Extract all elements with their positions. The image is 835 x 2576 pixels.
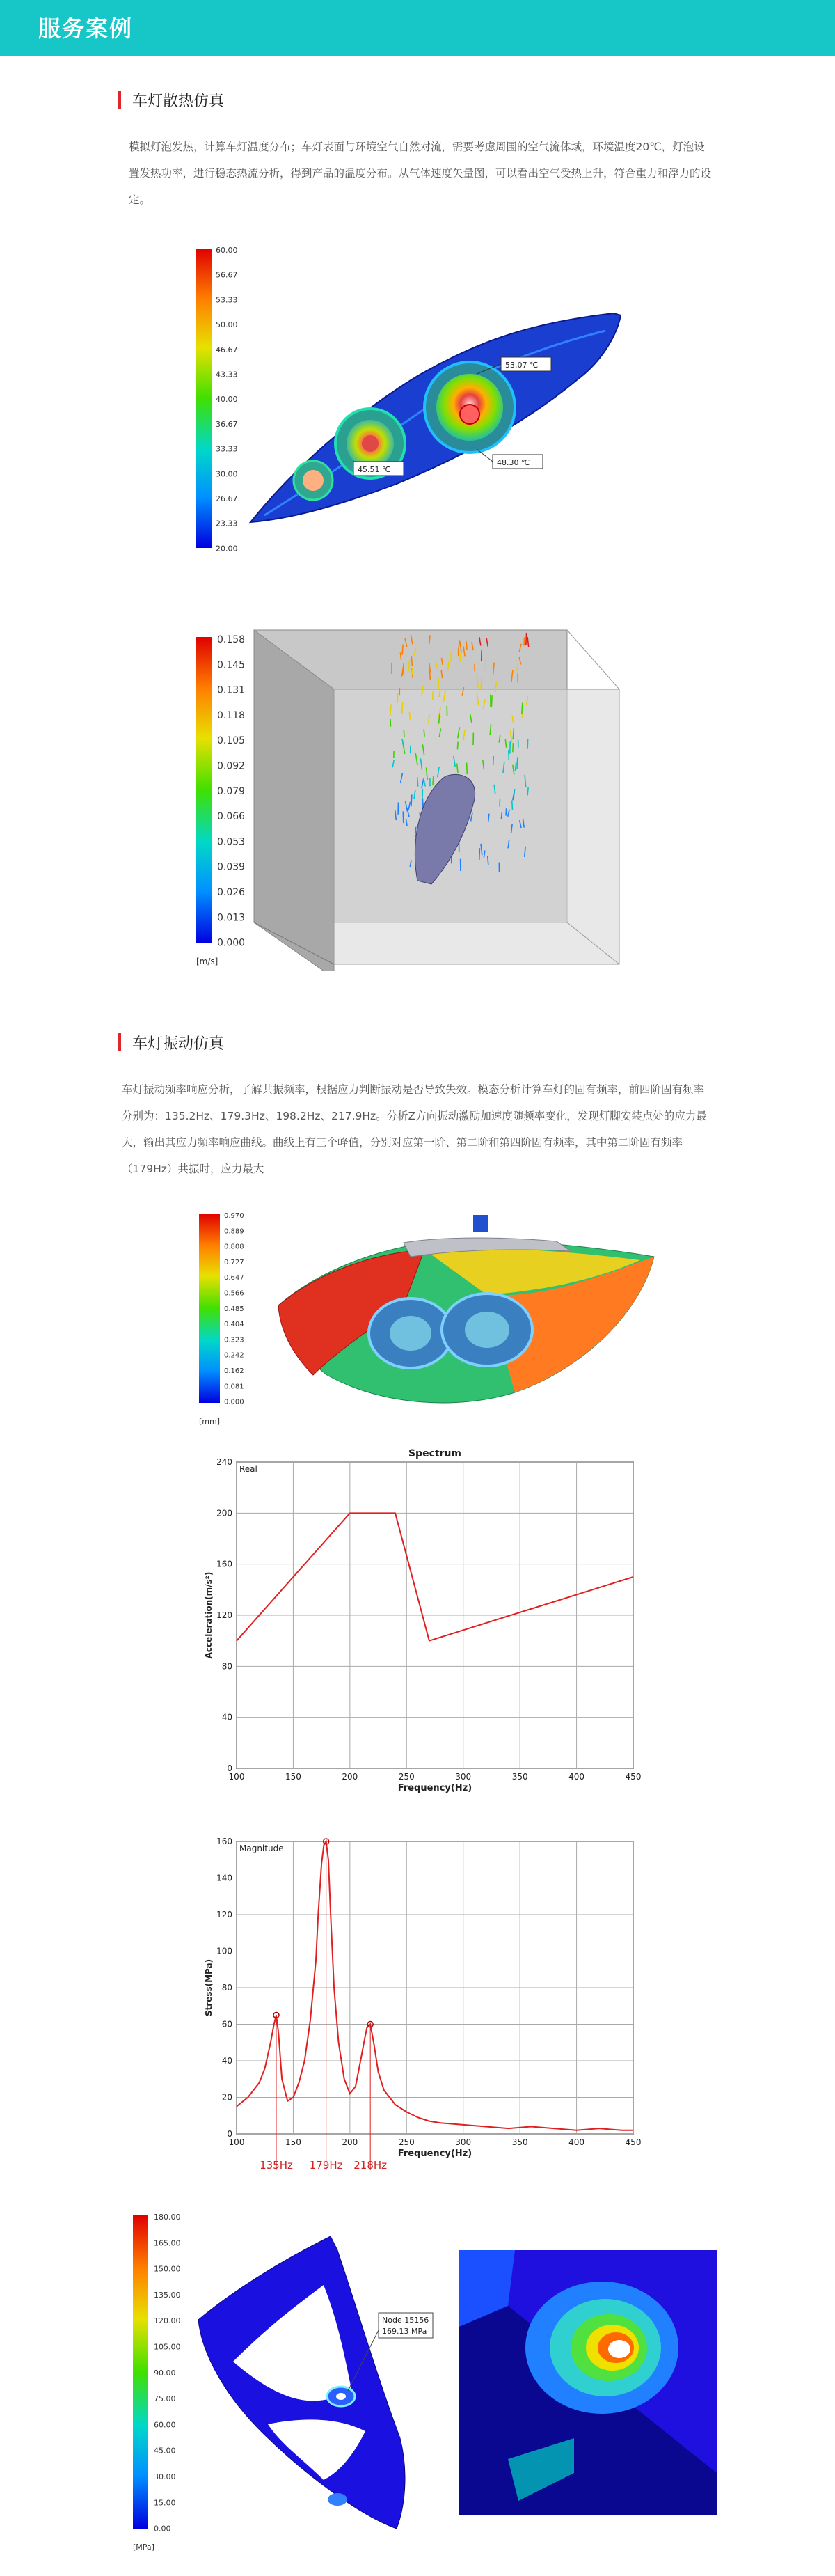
stress-legend <box>154 2213 181 2534</box>
peak-label: 218Hz <box>353 2159 388 2171</box>
legend-tick-label: 33.33 <box>216 444 238 454</box>
y-tick-label: 0 <box>227 1764 232 1773</box>
x-tick-label: 200 <box>342 2137 358 2147</box>
temperature-callout-2 <box>353 462 404 476</box>
legend-tick-label: 0.404 <box>224 1321 244 1329</box>
x-tick-label: 350 <box>511 1772 528 1782</box>
thermal-description: 模拟灯泡发热，计算车灯温度分布；车灯表面与环境空气自然对流，需要考虑周围的空气流体域，环境温度20℃，灯泡设置发热功率，进行稳态热流分析，得到产品的温度分布。从气体速度矢量图，可以看出空气受热上升，符合重力和浮力的设定。 <box>129 141 712 206</box>
y-tick-label: 20 <box>221 2092 232 2103</box>
legend-tick-label: 0.889 <box>224 1227 244 1236</box>
y-tick-label: 160 <box>216 1559 232 1569</box>
stress-colorbar <box>133 2215 148 2529</box>
y-tick-label: 80 <box>221 1661 232 1672</box>
y-tick-label: 160 <box>216 1837 232 1846</box>
legend-tick-label: 26.67 <box>216 494 238 503</box>
stress-unit-label: [MPa] <box>133 2543 154 2552</box>
peak-label: 135Hz <box>260 2159 293 2171</box>
vibration-description: 车灯振动频率响应分析，了解共振频率，根据应力判断振动是否导致失效。模态分析计算车灯的固有频率，前四阶固有频率分别为：135.2Hz、179.3Hz、198.2Hz、217.9Hz。分析Z方向振动激励加速度随频率变化，发现灯脚安装点处的应力最大，输出其应力频率响应曲线。曲线上有三个峰值，分别对应第一阶、第二阶和第四阶固有频率，其中第二阶固有频率（179Hz）共振时，应力最大 <box>122 1083 707 1175</box>
legend-tick-label: 0.242 <box>224 1351 244 1360</box>
legend-tick-label: 45.00 <box>154 2446 176 2456</box>
legend-tick-label: 15.00 <box>154 2498 176 2508</box>
x-tick-label: 450 <box>625 2137 642 2147</box>
legend-tick-label: 46.67 <box>216 345 238 354</box>
x-tick-label: 300 <box>455 2137 472 2147</box>
legend-tick-label: 20.00 <box>216 544 238 553</box>
legend-tick-label: 60.00 <box>154 2420 176 2430</box>
temperature-colorbar <box>196 249 212 548</box>
spectrum-chart <box>188 1445 647 1807</box>
legend-tick-label: 0.079 <box>217 785 246 797</box>
peak-label: 179Hz <box>309 2159 343 2171</box>
temperature-callout-3 <box>477 449 543 469</box>
legend-tick-label: 56.67 <box>216 270 238 280</box>
temperature-legend <box>216 246 238 553</box>
legend-tick-label: 0.013 <box>217 912 246 924</box>
header-bar <box>0 0 835 56</box>
chart-title: Spectrum <box>408 1448 462 1459</box>
x-axis-label: Frequency(Hz) <box>397 2149 472 2159</box>
legend-tick-label: 0.145 <box>217 659 246 671</box>
y-tick-label: 100 <box>216 1946 232 1956</box>
legend-tick-label: 75.00 <box>154 2394 176 2404</box>
legend-tick-label: 0.00 <box>154 2524 171 2534</box>
legend-tick-label: 0.066 <box>217 811 246 823</box>
heading-accent-bar <box>118 1033 121 1051</box>
legend-tick-label: 0.131 <box>217 684 246 696</box>
displacement-contour-panel <box>195 1208 668 1438</box>
y-axis-label: Stress(MPa) <box>204 1958 214 2017</box>
legend-tick-label: 43.33 <box>216 370 238 379</box>
displacement-colorbar <box>199 1214 220 1403</box>
x-tick-label: 100 <box>228 1772 245 1782</box>
spectrum-chart-panel <box>188 1445 647 1807</box>
legend-tick-label: 0.081 <box>224 1383 244 1391</box>
x-tick-label: 400 <box>568 2137 585 2147</box>
legend-tick-label: 0.026 <box>217 887 246 898</box>
y-tick-label: 40 <box>221 1712 232 1722</box>
legend-tick-label: 105.00 <box>154 2342 181 2352</box>
y-tick-label: 80 <box>221 1983 232 1993</box>
legend-tick-label: 30.00 <box>154 2472 176 2481</box>
y-tick-label: 120 <box>216 1910 232 1919</box>
legend-tick-label: 0.727 <box>224 1258 244 1266</box>
x-tick-label: 200 <box>342 1772 358 1782</box>
legend-tick-label: 0.970 <box>224 1212 244 1220</box>
legend-tick-label: 0.647 <box>224 1274 244 1282</box>
y-tick-label: 140 <box>216 1873 232 1883</box>
legend-tick-label: 36.67 <box>216 419 238 429</box>
x-tick-label: 250 <box>398 2137 415 2147</box>
legend-tick-label: 180.00 <box>154 2213 181 2222</box>
stress-chart <box>188 1828 647 2179</box>
y-axis-label: Acceleration(m/s²) <box>204 1571 214 1659</box>
svg-text:48.30 ℃: 48.30 ℃ <box>497 458 530 467</box>
section-title-thermal: 车灯散热仿真 <box>132 93 225 110</box>
y-tick-label: 200 <box>216 1508 232 1518</box>
legend-tick-label: 0.323 <box>224 1336 244 1344</box>
corner-label: Magnitude <box>239 1844 284 1853</box>
legend-tick-label: 53.33 <box>216 295 238 305</box>
legend-tick-label: 90.00 <box>154 2368 176 2378</box>
displacement-unit-label: [mm] <box>199 1417 221 1426</box>
x-tick-label: 150 <box>285 2137 301 2147</box>
velocity-vector-panel <box>188 623 633 971</box>
svg-text:169.13 MPa: 169.13 MPa <box>382 2327 427 2336</box>
legend-tick-label: 60.00 <box>216 246 238 255</box>
legend-tick-label: 0.000 <box>217 937 246 949</box>
legend-tick-label: 150.00 <box>154 2264 181 2274</box>
legend-tick-label: 0.158 <box>217 634 246 645</box>
corner-label: Real <box>239 1464 257 1474</box>
y-tick-label: 0 <box>227 2129 232 2139</box>
y-tick-label: 240 <box>216 1457 232 1467</box>
velocity-colorbar <box>196 637 212 943</box>
legend-tick-label: 0.566 <box>224 1289 244 1298</box>
x-tick-label: 400 <box>568 1772 585 1782</box>
legend-tick-label: 0.162 <box>224 1367 244 1375</box>
x-tick-label: 350 <box>511 2137 528 2147</box>
legend-tick-label: 0.105 <box>217 735 246 747</box>
displacement-legend <box>224 1212 244 1406</box>
heading-accent-bar <box>118 91 121 109</box>
svg-text:45.51 ℃: 45.51 ℃ <box>358 465 391 474</box>
svg-text:53.07 ℃: 53.07 ℃ <box>505 361 539 370</box>
velocity-legend <box>217 634 245 949</box>
x-tick-label: 300 <box>455 1772 472 1782</box>
x-tick-label: 250 <box>398 1772 415 1782</box>
legend-tick-label: 0.053 <box>217 836 246 848</box>
x-axis-label: Frequency(Hz) <box>397 1783 472 1793</box>
svg-text:Node 15156: Node 15156 <box>382 2316 429 2325</box>
legend-tick-label: 135.00 <box>154 2290 181 2300</box>
legend-tick-label: 50.00 <box>216 320 238 330</box>
x-tick-label: 450 <box>625 1772 642 1782</box>
legend-tick-label: 30.00 <box>216 469 238 479</box>
velocity-unit-label: [m/s] <box>196 957 218 966</box>
x-tick-label: 150 <box>285 1772 301 1782</box>
x-tick-label: 100 <box>228 2137 245 2147</box>
temperature-contour-panel <box>188 240 647 560</box>
legend-tick-label: 0.808 <box>224 1243 244 1251</box>
legend-tick-label: 0.092 <box>217 760 246 772</box>
y-tick-label: 60 <box>221 2019 232 2029</box>
legend-tick-label: 165.00 <box>154 2238 181 2248</box>
legend-tick-label: 0.039 <box>217 861 246 873</box>
page-title: 服务案例 <box>38 15 134 42</box>
y-tick-label: 40 <box>221 2056 232 2066</box>
legend-tick-label: 0.118 <box>217 709 246 721</box>
legend-tick-label: 0.485 <box>224 1305 244 1313</box>
legend-tick-label: 120.00 <box>154 2316 181 2326</box>
stress-contour-panel <box>129 2208 734 2557</box>
section-title-vibration: 车灯振动仿真 <box>132 1035 225 1053</box>
y-tick-label: 120 <box>216 1610 232 1620</box>
stress-chart-panel <box>188 1828 647 2179</box>
legend-tick-label: 0.000 <box>224 1398 244 1406</box>
legend-tick-label: 23.33 <box>216 519 238 528</box>
legend-tick-label: 40.00 <box>216 395 238 405</box>
